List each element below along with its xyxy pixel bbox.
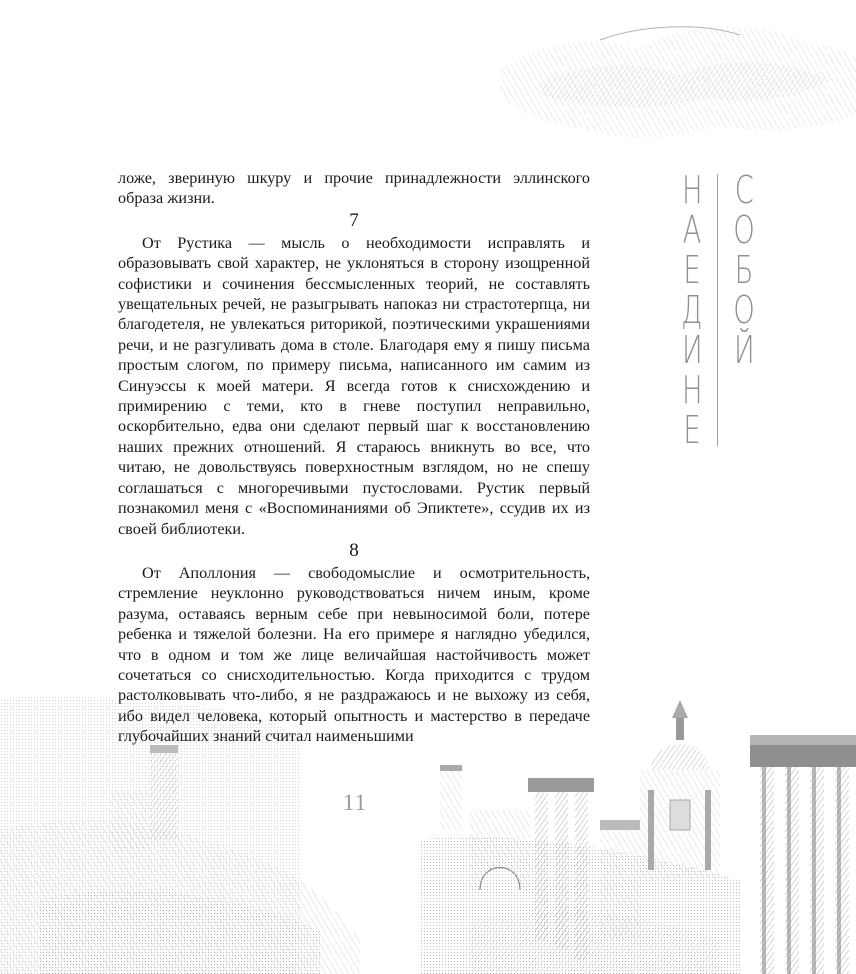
title-column-naedine <box>672 170 712 450</box>
title-column-soboy <box>724 170 764 370</box>
title-letter: С <box>734 168 754 212</box>
title-letter: Н <box>681 368 703 412</box>
title-letter: Б <box>734 248 754 292</box>
cloud-sketch <box>500 27 856 138</box>
temple-columns-sketch <box>750 735 856 974</box>
continuation-paragraph: ложе, звериную шкуру и прочие принадлежности эллинского образа жизни. <box>118 169 590 208</box>
page-number: 11 <box>342 790 368 815</box>
title-divider-line <box>717 174 718 446</box>
title-letter: А <box>682 208 702 252</box>
title-letter: Е <box>683 248 701 292</box>
section-number-8: 8 <box>349 539 359 561</box>
paragraph-apollonius: От Аполлония — свободомыслие и осмотрительность, стремление неуклонно руководствоваться ничем иным, кроме разума, оставаясь верным себе при невыносимой боли, потере ребенка и тяжелой болезни. На его примере я наглядно убедился, что в одном и том же лице величайшая настойчивость может сочетаться со снисходительностью. Когда приходится с трудом растолковывать что-либо, я не раздражаюсь и не выхожу из себя, ибо видел человека, который опытность и мастерство в передаче глубочайших знаний считал наименьшими <box>118 563 590 746</box>
body-text <box>118 168 590 747</box>
title-letter: Й <box>733 328 755 372</box>
title-letter: И <box>681 328 703 372</box>
title-letter: О <box>733 208 755 252</box>
vertical-book-title <box>672 170 772 460</box>
title-letter: О <box>733 288 755 332</box>
title-letter: Д <box>681 288 703 332</box>
title-letter: Н <box>681 168 703 212</box>
title-letter: Е <box>683 408 701 452</box>
section-number-7: 7 <box>349 209 359 231</box>
paragraph-rusticus: От Рустика — мысль о необходимости исправлять и образовывать свой характер, не уклоняться в сторону изощренной софистики и сочинения бессмысленных теорий, не составлять увещательных речей, не разыгрывать напоказ ни страстотерпца, ни благодетеля, не увлекаться риторикой, поэтическими украшениями речи, и не разгуливать дома в столе. Благодаря ему я пишу письма простым слогом, по примеру письма, написанного им самим из Синуэссы к моей матери. Я всегда готов к снисхождению и примирению с теми, кто в гневе поступил неправильно, оскорбительно, едва они сделают первый шаг к восстановлению наших прежних отношений. Я стараюсь вникнуть во все, что читаю, не довольствуясь поверхностным взглядом, но не спешу соглашаться с многоречивыми пустословами. Рустик первый познакомил меня с «Воспоминаниями об Эпиктете», ссудив их из своей библиотеки. <box>118 233 590 538</box>
